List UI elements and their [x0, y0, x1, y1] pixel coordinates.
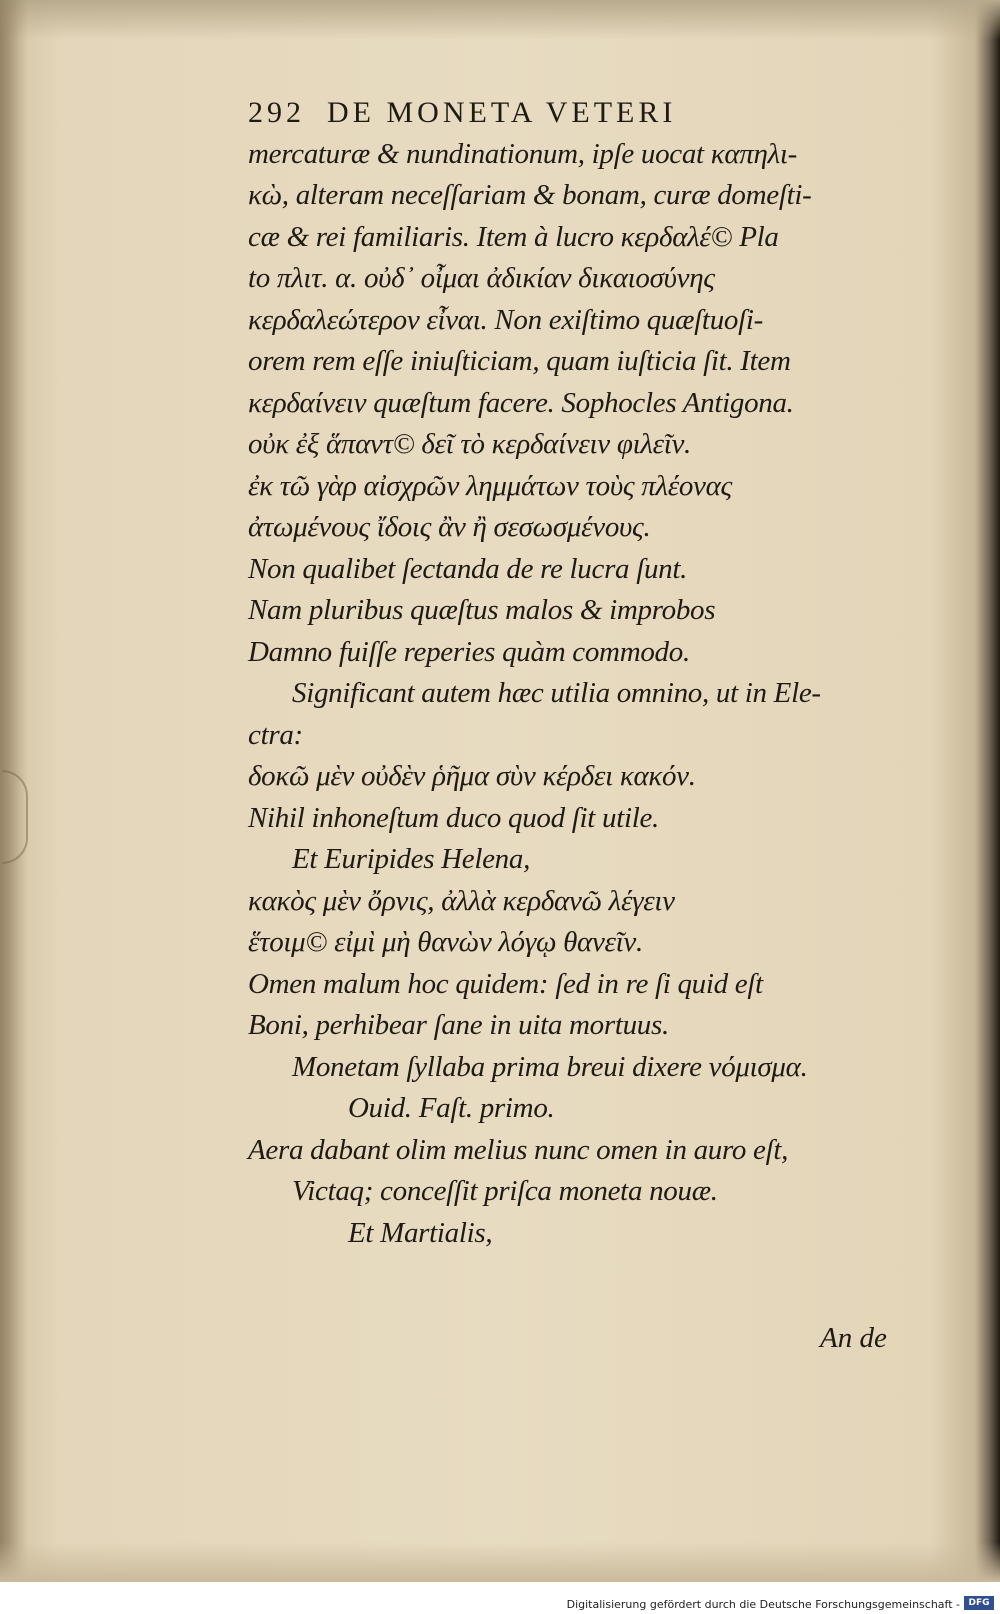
text-line: κερδαίνειν quæſtum facere. Sophocles Antigona.: [248, 386, 794, 419]
text-line: ἕτοιμ© εἰμὶ μὴ θανὼν λόγῳ θανεῖν.: [248, 926, 643, 958]
text-line: Monetam ſyllaba prima breui dixere νόμισμα.: [292, 1050, 808, 1083]
binding-thread: [2, 770, 28, 864]
text-line: Non qualibet ſectanda de re lucra ſunt.: [248, 552, 688, 585]
text-line: οὐκ ἐξ ἅπαντ© δεῖ τὸ κερδαίνειν φιλεῖν.: [248, 428, 691, 460]
catchword: An de: [820, 1322, 887, 1354]
dfg-logo: DFG: [964, 1596, 994, 1610]
text-line: ἀτωμένους ἴδοις ἂν ἢ σεσωσμένους.: [248, 511, 651, 543]
text-line: Victaq; conceſſit priſca moneta nouæ.: [292, 1175, 718, 1207]
footer-credit: Digitalisierung gefördert durch die Deutsche Forschungsgemeinschaft -: [566, 1598, 960, 1611]
text-line: orem rem eſſe iniuſticiam, quam iuſticia ſit. Item: [248, 345, 791, 377]
text-line: to πλιτ. α. οὐδ᾽ οἶμαι ἀδικίαν δικαιοσύνης: [248, 262, 715, 294]
text-line: Damno fuiſſe reperies quàm commodo.: [248, 635, 690, 668]
text-line: Nam pluribus quæſtus malos & improbos: [248, 594, 716, 626]
text-line: Ouid. Faſt. primo.: [348, 1092, 555, 1124]
text-line: Significant autem hæc utilia omnino, ut in Ele-: [292, 677, 821, 709]
text-lines: [248, 134, 918, 1255]
text-line: Aera dabant olim melius nunc omen in auro eſt,: [248, 1133, 789, 1166]
digitization-footer: [0, 1584, 1000, 1614]
text-line: Nihil inhoneſtum duco quod ſit utile.: [248, 801, 659, 834]
text-line: Et Euripides Helena,: [292, 843, 531, 875]
text-line: cæ & rei familiaris. Item à lucro κερδαλέ© Pla: [248, 220, 779, 253]
text-line: κερδαλεώτερον εἶναι. Non exiſtimo quæſtuoſi-: [248, 303, 763, 336]
text-line: Omen malum hoc quidem: ſed in re ſi quid eſt: [248, 967, 763, 1000]
text-line: κὼ, alteram neceſſariam & bonam, curæ domeſti-: [248, 179, 812, 211]
page-number: 292: [248, 96, 305, 129]
text-line: Et Martialis,: [348, 1216, 493, 1249]
text-line: κακὸς μὲν ὄρνις, ἀλλὰ κερδανῶ λέγειν: [248, 884, 675, 917]
text-line: ctra:: [248, 718, 303, 751]
text-line: mercaturæ & nundinationum, ipſe uocat καπηλι-: [248, 137, 797, 170]
text-line: δοκῶ μὲν οὐδὲν ῥῆμα σὺν κέρδει κακόν.: [248, 760, 696, 792]
running-head-title: DE MONETA VETERI: [327, 96, 677, 129]
page-text: [248, 92, 918, 1254]
text-line: Boni, perhibear ſane in uita mortuus.: [248, 1009, 669, 1041]
running-header: [248, 92, 918, 134]
text-line: ἐκ τῶ γὰρ αἰσχρῶν λημμάτων τοὺς πλέονας: [248, 469, 733, 502]
